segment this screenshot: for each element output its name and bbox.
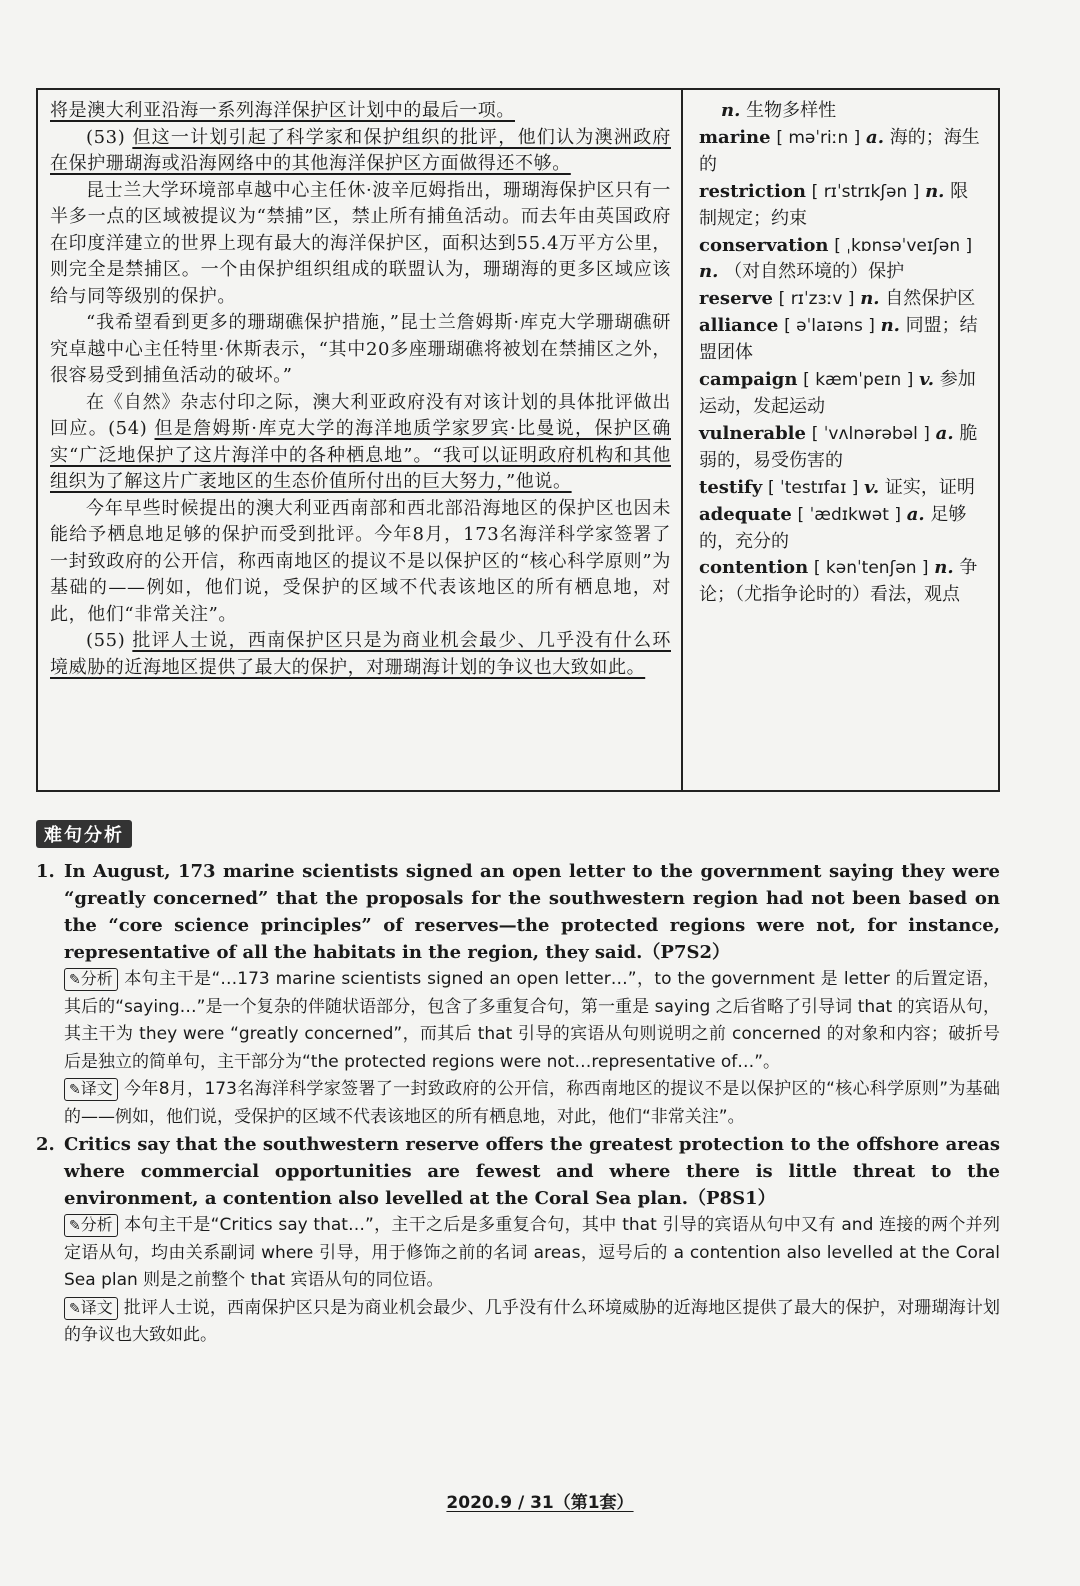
vocab-entry xyxy=(699,555,986,609)
pen-icon: ✎ xyxy=(69,1300,81,1317)
vocab-entry xyxy=(699,233,986,287)
vocab-definition: 生物多样性 xyxy=(746,100,837,121)
vocab-pos: n. xyxy=(925,180,945,202)
pen-icon: ✎ xyxy=(69,972,81,988)
question-label: (55) xyxy=(86,630,126,651)
article-paragraph: (53) 但这一计划引起了科学家和保护组织的批评，他们认为澳洲政府在保护珊瑚海或沿海网络中的其他海洋保护区方面做得还不够。 xyxy=(50,126,671,174)
vocab-definition: 足够的，充分的 xyxy=(699,503,967,552)
translation-text: 今年8月，173名海洋科学家签署了一封致政府的公开信，称西南地区的提议不是以保护区的“核心科学原则”为基础的——例如，他们说，受保护的区域不代表该地区的所有栖息地，对此，他们“非常关注”。 xyxy=(64,1079,1000,1127)
article-paragraph: 将是澳大利亚沿海一系列海洋保护区计划中的最后一项。 xyxy=(50,100,515,121)
vocab-pos: n. xyxy=(721,100,741,121)
pen-icon: ✎ xyxy=(69,1218,81,1234)
vocab-pos: a. xyxy=(935,422,954,444)
article-paragraph: (55) 批评人士说，西南保护区只是为商业机会最少、几乎没有什么环境威胁的近海地区提供了最大的保护，对珊瑚海计划的争议也大致如此。 xyxy=(50,630,671,678)
vocab-phonetic: [ ˌkɒnsəˈveɪʃən ] xyxy=(834,235,973,256)
translation-text: 批评人士说，西南保护区只是为商业机会最少、几乎没有什么环境威胁的近海地区提供了最大的保护，对珊瑚海计划的争议也大致如此。 xyxy=(64,1297,1000,1345)
vocab-pos: v. xyxy=(919,369,935,391)
pen-icon: ✎ xyxy=(69,1082,81,1098)
vocab-definition: 争论；（尤指争论时的）看法，观点 xyxy=(699,557,978,606)
reading-box xyxy=(36,88,1000,792)
vocab-phonetic: [ məˈriːn ] xyxy=(776,127,861,148)
vocab-phonetic: [ əˈlaɪəns ] xyxy=(784,316,875,337)
vocab-word: testify xyxy=(699,476,763,498)
vocab-pos: n. xyxy=(860,288,880,310)
analysis-text: 本句主干是“Critics say that…”，主干之后是多重复合句，其中 that 引导的宾语从句中又有 and 连接的两个并列定语从句，均由关系副词 where 引导，用于修饰之前的名词 areas，逗号后的 a contention also levelled at the Coral Sea plan 则是之前整个 that 宾语从句的同位语。 xyxy=(64,1215,1000,1290)
analysis-item xyxy=(36,1131,1000,1350)
vocab-phonetic: [ rɪˈstrɪkʃən ] xyxy=(811,181,920,202)
vocab-pos: n. xyxy=(880,315,900,337)
vocab-definition: 同盟；结盟团体 xyxy=(699,315,978,364)
vocab-definition: 证实，证明 xyxy=(884,476,975,498)
translation-tag: ✎译文 xyxy=(64,1078,118,1101)
vocab-phonetic: [ kæmˈpeɪn ] xyxy=(803,370,914,391)
article-column xyxy=(38,90,683,790)
vocab-definition: 参加运动，发起运动 xyxy=(699,369,976,417)
vocabulary-column xyxy=(683,90,998,790)
vocab-definition: 脆弱的，易受伤害的 xyxy=(699,422,978,471)
question-label: (53) xyxy=(86,126,126,148)
vocab-entry xyxy=(699,286,986,313)
vocab-entry xyxy=(699,125,986,179)
vocab-phonetic: [ ˈvʌlnərəbəl ] xyxy=(811,423,930,444)
item-number: 1. xyxy=(36,861,55,882)
vocab-word: marine xyxy=(699,126,771,148)
item-number: 2. xyxy=(36,1134,55,1155)
vocab-entry xyxy=(699,98,986,125)
vocab-definition: 海的；海生的 xyxy=(699,126,980,175)
analysis-text: 本句主干是“…173 marine scientists signed an open letter…”，to the government 是 letter 的后置定语，其后的“saying…”是一个复杂的伴随状语部分，包含了多重复合句，第一重是 saying 之后省略了引导词 that 的宾语从句，其主干为 they were “greatly concerned”，而其后 that 引导的宾语从句则说明之前 concerned 的对象和内容；破折号后是独立的简单句，主干部分为“the protected regions were not…representative of…”。 xyxy=(64,969,1000,1072)
vocab-entry xyxy=(699,502,986,556)
vocab-word: alliance xyxy=(699,315,779,337)
vocab-pos: a. xyxy=(906,503,925,525)
vocab-word: contention xyxy=(699,557,809,579)
vocab-definition: 自然保护区 xyxy=(885,288,976,310)
vocab-phonetic: [ ˈtestɪfaɪ ] xyxy=(768,477,859,498)
vocab-word: vulnerable xyxy=(699,422,806,444)
vocab-word: conservation xyxy=(699,234,829,256)
vocab-word: restriction xyxy=(699,180,806,202)
article-paragraph: “我希望看到更多的珊瑚礁保护措施，”昆士兰詹姆斯·库克大学珊瑚礁研究卓越中心主任特里·休斯表示，“其中20多座珊瑚礁将被划在禁捕区之外，很容易受到捕鱼活动的破坏。” xyxy=(50,312,671,386)
english-sentence: In August, 173 marine scientists signed an open letter to the government saying they were “greatly concerned” that the proposals for the southwestern region had not been based on the “core science principles” of reserves—the protected regions were not, for instance, representative of all the habitats in the region, they said.（P7S2） xyxy=(64,861,1000,963)
vocab-phonetic: [ ˈædɪkwət ] xyxy=(797,504,901,525)
question-label: (54) xyxy=(108,418,148,439)
vocab-definition: （对自然环境的）保护 xyxy=(724,261,905,283)
vocab-phonetic: [ rɪˈzɜːv ] xyxy=(778,289,855,310)
vocab-word: reserve xyxy=(699,288,773,310)
section-title: 难句分析 xyxy=(36,820,132,848)
vocab-pos: n. xyxy=(934,557,954,579)
vocab-definition: 限制规定；约束 xyxy=(699,180,969,229)
analysis-item xyxy=(36,858,1000,1131)
vocab-phonetic: [ kənˈtenʃən ] xyxy=(813,558,929,579)
vocab-word: campaign xyxy=(699,369,798,391)
vocab-entry xyxy=(699,367,986,421)
translation-tag: ✎译文 xyxy=(64,1297,118,1320)
analysis-tag: ✎分析 xyxy=(64,1214,118,1237)
article-paragraph: 今年早些时候提出的澳大利亚西南部和西北部沿海地区的保护区也因未能给予栖息地足够的保护而受到批评。今年8月，173名海洋科学家签署了一封致政府的公开信，称西南地区的提议不是以保护区的“核心科学原则”为基础的——例如，他们说，受保护的区域不代表该地区的所有栖息地，对此，他们“非常关注”。 xyxy=(50,497,671,625)
vocab-pos: v. xyxy=(864,476,880,498)
article-paragraph: 在《自然》杂志付印之际，澳大利亚政府没有对该计划的具体批评做出回应。(54) 但是詹姆斯·库克大学的海洋地质学家罗宾·比曼说，保护区确实“广泛地保护了这片海洋中的各种栖息地”。“我可以证明政府机构和其他组织为了解这片广袤地区的生态价值所付出的巨大努力，”他说。 xyxy=(50,391,671,492)
vocab-list xyxy=(699,98,986,609)
english-sentence: Critics say that the southwestern reserve offers the greatest protection to the offshore areas where commercial opportunities are fewest and where there is little threat to the environment, a contention also levelled at the Coral Sea plan.（P8S1） xyxy=(64,1134,1000,1209)
sentence-analysis xyxy=(36,858,1000,1350)
vocab-entry xyxy=(699,313,986,367)
vocab-entry xyxy=(699,179,986,233)
vocab-entry xyxy=(699,421,986,475)
analysis-tag: ✎分析 xyxy=(64,968,118,991)
vocab-word: adequate xyxy=(699,503,792,525)
vocab-pos: n. xyxy=(699,261,719,283)
vocab-entry xyxy=(699,475,986,502)
article-paragraph: 昆士兰大学环境部卓越中心主任休·波辛厄姆指出，珊瑚海保护区只有一半多一点的区域被提议为“禁捕”区，禁止所有捕鱼活动。而去年由英国政府在印度洋建立的世界上现有最大的海洋保护区，面积达到55.4万平方公里，则完全是禁捕区。一个由保护组织组成的联盟认为，珊瑚海的更多区域应该给与同等级别的保护。 xyxy=(50,179,671,307)
vocab-pos: a. xyxy=(866,126,884,148)
page-footer: 2020.9 / 31（第1套） xyxy=(446,1493,634,1513)
